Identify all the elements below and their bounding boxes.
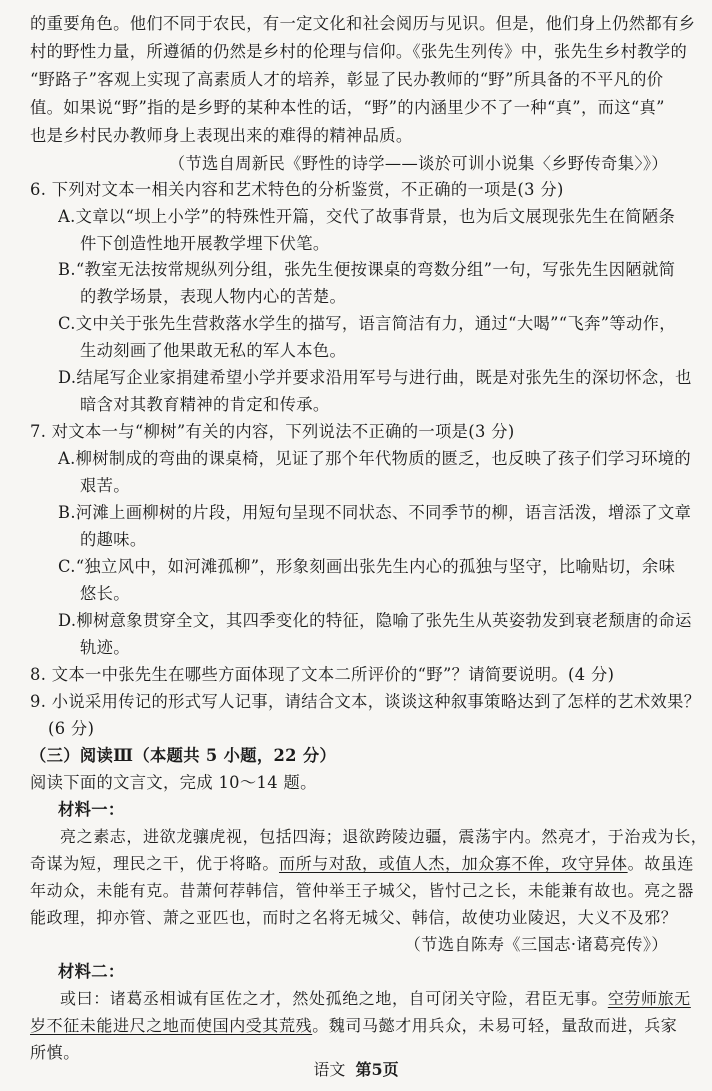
material-2-title: 材料二： <box>58 962 125 981</box>
q7-option-c: C.“独立风中，如河滩孤柳”，形象刻画出张先生内心的孤独与坚守，比喻贴切，余味 <box>58 557 676 576</box>
section-3-intro: 阅读下面的文言文，完成 10～14 题。 <box>30 773 317 792</box>
q7-option-b-cont: 的趣味。 <box>80 530 147 549</box>
page-footer <box>0 1059 712 1081</box>
q7-option-d: D.柳树意象贯穿全文，其四季变化的特征，隐喻了张先生从英姿勃发到衰老颓唐的命运 <box>58 611 692 630</box>
q7-option-d-cont: 轨迹。 <box>80 638 130 657</box>
passage-line: 值。如果说“野”指的是乡野的某种本性的话，“野”的内涵里少不了一种“真”，而这“真” <box>30 98 665 117</box>
material-2-line <box>30 1014 712 1038</box>
material-2-underlined-sentence: 岁不征未能进尺之地而使国内受其荒残 <box>30 1016 313 1035</box>
question-9: 9. 小说采用传记的形式写人记事，请结合文本，谈谈这种叙事策略达到了怎样的艺术效果？ <box>30 692 701 711</box>
material-1-line: 亮之素志，进欲龙骧虎视，包括四海；退欲跨陵边疆，震荡宇内。然亮才，于治戎为长， <box>60 827 708 846</box>
footer-subject: 语文 <box>313 1060 346 1079</box>
material-1-underlined-sentence: 而所与对敌，或值人杰，加众寡不侔，攻守异体 <box>279 854 628 873</box>
q7-option-a: A.柳树制成的弯曲的课桌椅，见证了那个年代物质的匮乏，也反映了孩子们学习环境的 <box>58 449 691 468</box>
passage-line: “野路子”客观上实现了高素质人才的培养，彰显了民办教师的“野”所具备的不平凡的价 <box>30 70 664 89</box>
q6-option-b-cont: 的教学场景，表现人物内心的苦楚。 <box>80 287 347 306</box>
section-3-heading: （三）阅读Ⅲ（本题共 5 小题，22 分） <box>30 746 337 765</box>
material-1-line <box>30 852 712 876</box>
q6-option-d: D.结尾写企业家捐建希望小学并要求沿用军号与进行曲，既是对张先生的深切怀念，也 <box>58 368 692 387</box>
q7-option-c-cont: 悠长。 <box>80 584 130 603</box>
material-2-underlined-sentence: 空劳师旅无 <box>607 989 691 1008</box>
material-1-line: 能政理，抑亦管、萧之亚匹也，而时之名将无城父、韩信，故使功业陵迟，大义不及邪？ <box>30 908 678 927</box>
passage-line: 也是乡村民办教师身上表现出来的难得的精神品质。 <box>30 126 413 145</box>
passage-line: 的重要角色。他们不同于农民，有一定文化和社会阅历与见识。但是，他们身上仍然都有乡 <box>30 14 696 33</box>
q6-option-d-cont: 暗含对其教育精神的肯定和传承。 <box>80 395 330 414</box>
material-2-line <box>60 987 712 1011</box>
q6-option-a-cont: 件下创造性地开展教学埋下伏笔。 <box>80 234 330 253</box>
q6-option-a: A.文章以“坝上小学”的特殊性开篇，交代了故事背景，也为后文展现张先生在简陋条 <box>58 207 676 226</box>
question-8: 8. 文本一中张先生在哪些方面体现了文本二所评价的“野”？请简要说明。(4 分) <box>30 665 615 684</box>
footer-page-number: 第5页 <box>355 1060 399 1079</box>
material-1-title: 材料一： <box>58 800 125 819</box>
question-9-points: (6 分) <box>48 719 95 738</box>
material-1-line: 年动众，未能有克。昔萧何荐韩信，管仲举王子城父，皆忖己之长，未能兼有故也。亮之器 <box>30 881 695 900</box>
question-6-stem: 6. 下列对文本一相关内容和艺术特色的分析鉴赏，不正确的一项是(3 分) <box>30 180 564 199</box>
material-1-text: 奇谋为短，理民之干，优于将略。 <box>30 854 280 873</box>
question-7-stem: 7. 对文本一与“柳树”有关的内容，下列说法不正确的一项是(3 分) <box>30 422 515 441</box>
q6-option-b: B.“教室无法按常规纵列分组，张先生便按课桌的弯数分组”一句，写张先生因陋就简 <box>58 260 676 279</box>
q6-option-c: C.文中关于张先生营救落水学生的描写，语言简洁有力，通过“大喝”“飞奔”等动作， <box>58 314 676 333</box>
q7-option-a-cont: 艰苦。 <box>80 476 130 495</box>
material-2-text: 或曰：诸葛丞相诚有匡佐之才，然处孤绝之地，自可闭关守险，君臣无事。 <box>60 989 608 1008</box>
material-2-text: 。魏司马懿才用兵众，未易可轻，量敌而进，兵家 <box>312 1016 678 1035</box>
material-2-line: 所慎。 <box>30 1043 80 1062</box>
q6-option-c-cont: 生动刻画了他果敢无私的军人本色。 <box>80 341 347 360</box>
passage-source: （节选自周新民《野性的诗学——谈於可训小说集〈乡野传奇集〉》） <box>168 154 668 173</box>
q7-option-b: B.河滩上画柳树的片段，用短句呈现不同状态、不同季节的柳，语言活泼，增添了文章 <box>58 503 692 522</box>
passage-line: 村的野性力量，所遵循的仍然是乡村的伦理与信仰。《张先生列传》中，张先生乡村教学的 <box>30 42 688 61</box>
material-1-source: （节选自陈寿《三国志·诸葛亮传》） <box>404 935 668 954</box>
material-1-text: 。故虽连 <box>627 854 695 873</box>
